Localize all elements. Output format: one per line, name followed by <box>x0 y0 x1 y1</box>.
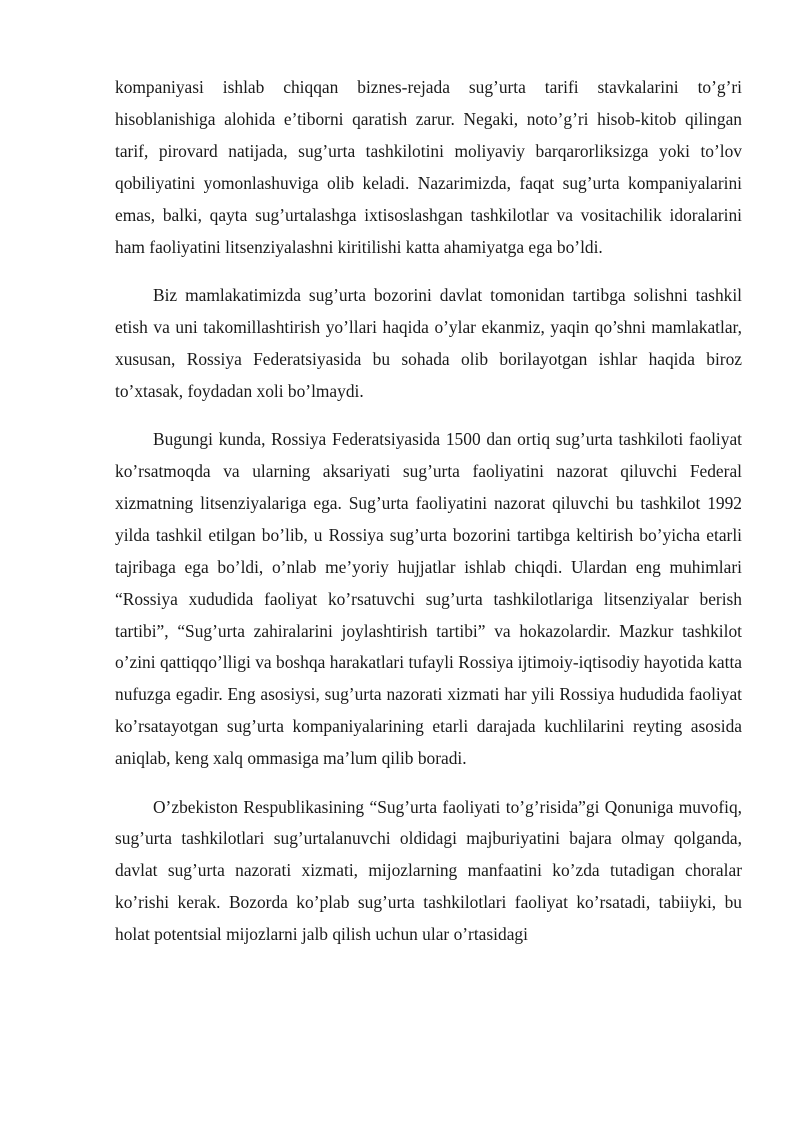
document-page <box>115 72 742 968</box>
paragraph-russian-federation-insurance: Bugungi kunda, Rossiya Federatsiyasida 1500 dan ortiq sug’urta tashkiloti faoliyat ko’rsatmoqda va ularning aksariyati sug’urta faoliyatini nazorat qiluvchi Federal xizmatning litsenziyalariga ega. Sug’urta faoliyatini nazorat qiluvchi bu tashkilot 1992 yilda tashkil etilgan bo’lib, u Rossiya sug’urta bozorini tartibga keltirish bo’yicha etarli tajribaga ega bo’ldi, o’nlab me’yoriy hujjatlar ishlab chiqdi. Ulardan eng muhimlari “Rossiya xududida faoliyat ko’rsatuvchi sug’urta tashkilotlariga litsenziyalar berish tartibi”, “Sug’urta zahiralarini joylashtirish tartibi” va hokazolardir. Mazkur tashkilot o’zini qattiqqo’lligi va boshqa harakatlari tufayli Rossiya ijtimoiy-iqtisodiy hayotida katta nufuzga egadir. Eng asosiysi, sug’urta nazorati xizmati har yili Rossiya hududida faoliyat ko’rsatayotgan sug’urta kompaniyalarining etarli darajada kuchlilarini reyting asosida aniqlab, keng xalq ommasiga ma’lum qilib boradi. <box>115 429 742 769</box>
paragraph-uzbekistan-insurance-law: O’zbekiston Respublikasining “Sug’urta faoliyati to’g’risida”gi Qonuniga muvofiq, sug’urta tashkilotlari sug’urtalanuvchi oldidagi majburiyatini bajara olmay qolganda, davlat sug’urta nazorati xizmati, mijozlarning manfaatini ko’zda tutadigan choralar ko’rishi kerak. Bozorda ko’plab sug’urta tashkilotlari faoliyat ko’rsatadi, tabiiyki, bu holat potentsial mijozlarni jalb qilish uchun ular o’rtasidagi <box>115 796 742 945</box>
paragraph-insurance-market-regulation: Biz mamlakatimizda sug’urta bozorini davlat tomonidan tartibga solishni tashkil etish va uni takomillashtirish yo’llari haqida o’ylar ekanmiz, yaqin qo’shni mamlakatlar, xususan, Rossiya Federatsiyasida bu sohada olib borilayotgan ishlar haqida biroz to’xtasak, foydadan xoli bo’lmaydi. <box>115 284 742 401</box>
paragraph-continued: kompaniyasi ishlab chiqqan biznes-rejada sug’urta tarifi stavkalarini to’g’ri hisoblanishiga alohida e’tiborni qaratish zarur. Negaki, noto’g’ri hisob-kitob qilingan tarif, pirovard natijada, sug’urta tashkilotini moliyaviy barqarorliksizga yoki to’lov qobiliyatini yomonlashuviga olib keladi. Nazarimizda, faqat sug’urta kompaniyalarini emas, balki, qayta sug’urtalashga ixtisoslashgan tashkilotlar va vositachilik idoralarini ham faoliyatini litsenziyalashni kiritilishi katta ahamiyatga ega bo’ldi. <box>115 77 742 257</box>
